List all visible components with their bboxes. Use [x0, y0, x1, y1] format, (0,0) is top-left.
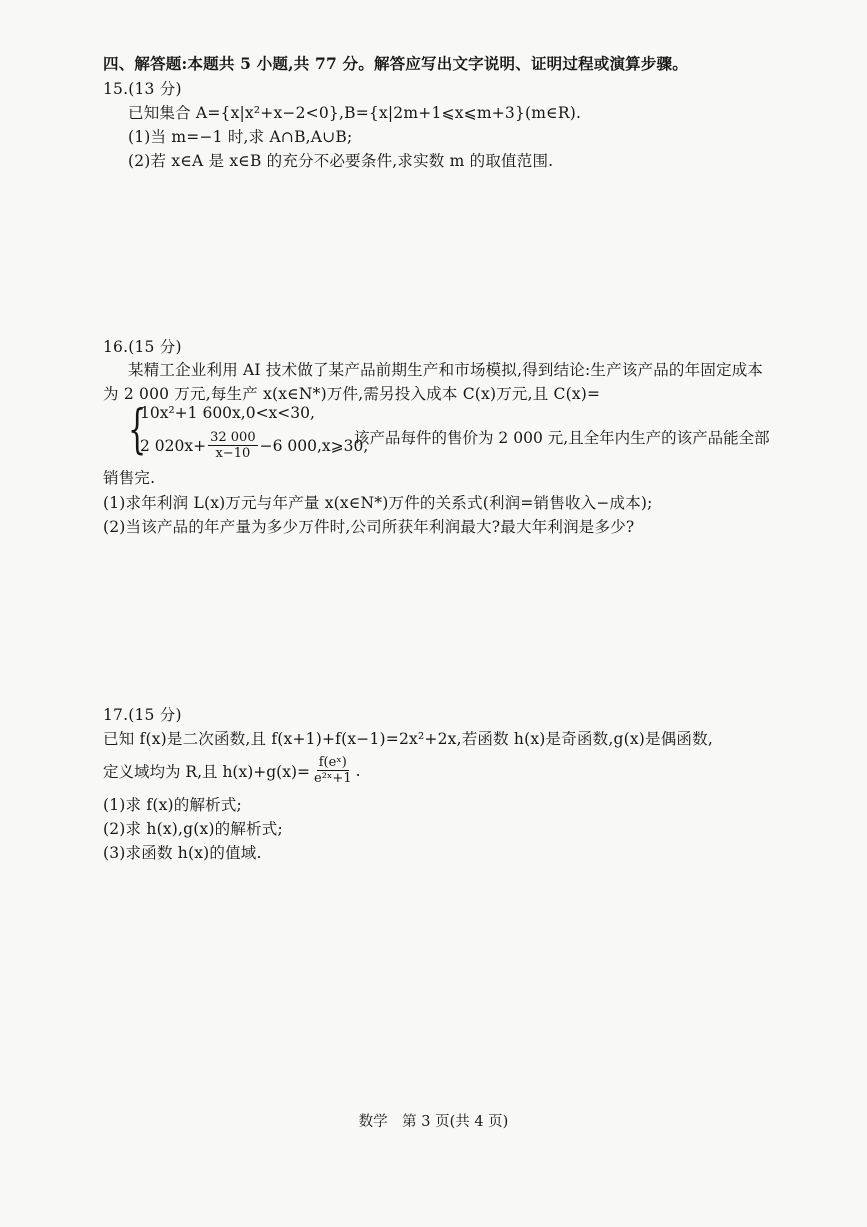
q16-case2 [140, 430, 368, 461]
q17-fraction-numerator: f(eˣ) [318, 755, 347, 770]
q16-part2: (2)当该产品的年产量为多少万件时,公司所获年利润最大?最大年利润是多少? [103, 518, 635, 536]
q16-case1: 10x²+1 600x,0<x<30, [140, 404, 315, 422]
q16-line3-tail: 该产品每件的售价为 2 000 元,且全年内生产的该产品能全部 [354, 429, 770, 447]
q17-line1: 已知 f(x)是二次函数,且 f(x+1)+f(x−1)=2x²+2x,若函数 h(x)是奇函数,g(x)是偶函数, [103, 730, 713, 748]
q17-number: 17.(15 分) [103, 706, 182, 724]
q16-line4: 销售完. [103, 469, 156, 487]
q17-line2-prefix: 定义域均为 R,且 h(x)+g(x)= [103, 762, 311, 781]
q16-fraction-denominator: x−10 [215, 446, 251, 461]
q16-number: 16.(15 分) [103, 338, 182, 356]
section-header: 四、解答题:本题共 5 小题,共 77 分。解答应写出文字说明、证明过程或演算步骤。 [103, 54, 688, 73]
q15-part2: (2)若 x∈A 是 x∈B 的充分不必要条件,求实数 m 的取值范围. [128, 152, 554, 170]
q16-case2-prefix: 2 020x+ [140, 436, 207, 455]
q17-fraction-denominator: e²ˣ+1 [314, 771, 352, 786]
q16-line1: 某精工企业利用 AI 技术做了某产品前期生产和市场模拟,得到结论:生产该产品的年固定成本 [128, 361, 764, 379]
q16-piecewise-cost [128, 400, 828, 461]
left-brace-icon: { [128, 400, 147, 460]
q16-fraction [208, 430, 258, 461]
q17-part3: (3)求函数 h(x)的值域. [103, 844, 262, 862]
q16-fraction-numerator: 32 000 [210, 430, 256, 445]
page-footer: 数学 第 3 页(共 4 页) [358, 1114, 509, 1130]
q17-fraction [312, 755, 354, 786]
q15-part1: (1)当 m=−1 时,求 A∩B,A∪B; [128, 128, 353, 146]
q16-part1: (1)求年利润 L(x)万元与年产量 x(x∈N*)万件的关系式(利润=销售收入−成本); [103, 494, 653, 512]
q17-line2-suffix: . [355, 761, 361, 780]
q17-part1: (1)求 f(x)的解析式; [103, 796, 242, 814]
q15-number: 15.(13 分) [103, 80, 182, 98]
q16-case2-suffix: −6 000,x⩾30, [259, 436, 369, 455]
q17-line2 [103, 755, 361, 786]
q16-line2: 为 2 000 万元,每生产 x(x∈N*)万件,需另投入成本 C(x)万元,且 C(x)= [103, 385, 601, 403]
q17-part2: (2)求 h(x),g(x)的解析式; [103, 820, 283, 838]
q15-stem: 已知集合 A={x|x²+x−2<0},B={x|2m+1⩽x⩽m+3}(m∈R). [128, 104, 582, 122]
